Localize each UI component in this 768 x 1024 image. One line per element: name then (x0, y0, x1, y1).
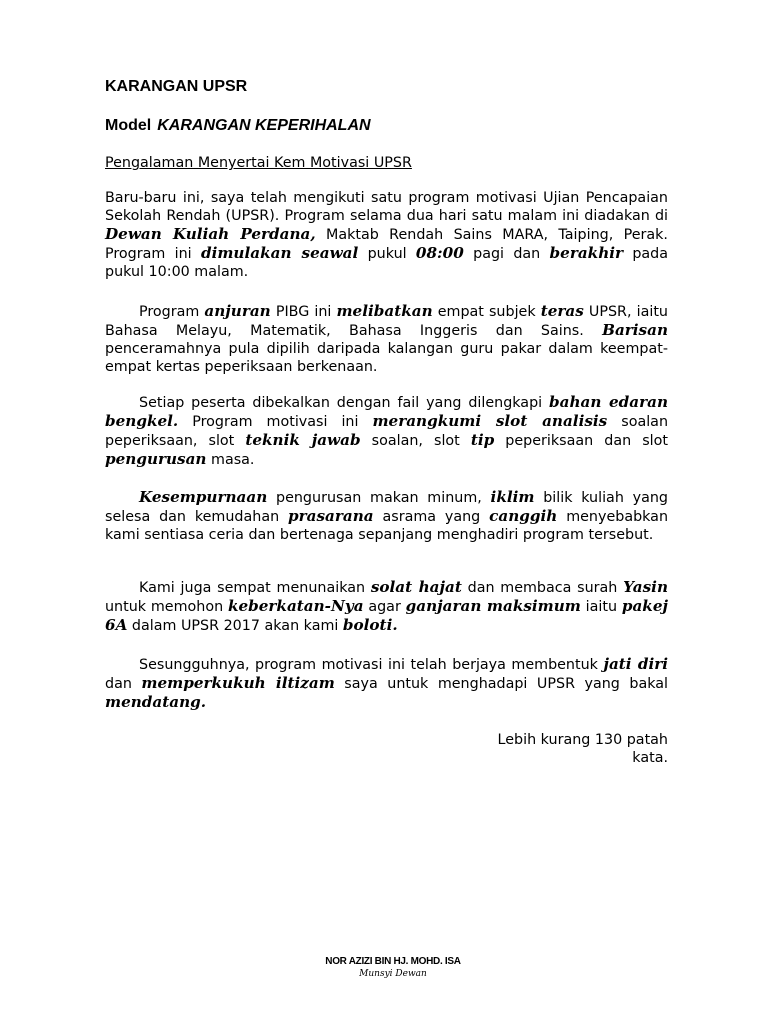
emphasized-phrase: memperkukuh iltizam (141, 674, 335, 692)
body-text: Maktab Rendah Sains MARA, Taiping, Perak. Program ini (105, 227, 668, 262)
emphasized-phrase: mendatang. (105, 693, 207, 711)
document-title: KARANGAN UPSR (105, 78, 248, 95)
body-text: Kami juga sempat menunaikan (139, 580, 371, 596)
body-text: asrama yang (373, 509, 490, 525)
body-text: soalan, slot (360, 433, 471, 449)
body-text: penceramahnya pula dipilih daripada kalangan guru pakar dalam keempat-empat kertas peperiksaan berkenaan. (105, 341, 668, 375)
body-text: Program (139, 304, 205, 320)
emphasized-phrase: merangkumi slot analisis (372, 412, 608, 430)
emphasized-phrase: Kesempurnaan (139, 488, 268, 506)
emphasized-phrase: canggih (489, 507, 558, 525)
emphasized-phrase: solat hajat (370, 578, 462, 596)
word-count-line-1: Lebih kurang 130 patah (497, 732, 668, 748)
model-type: KARANGAN KEPERIHALAN (157, 117, 371, 134)
emphasized-phrase: berakhir (549, 244, 624, 262)
body-text: untuk memohon (105, 599, 228, 615)
body-text: masa. (206, 452, 255, 468)
body-text: dan membaca surah (461, 580, 624, 596)
body-text: pagi dan (463, 246, 550, 262)
emphasized-phrase: teras (540, 302, 584, 320)
model-heading (105, 117, 371, 135)
model-label: Model (105, 117, 152, 134)
body-text: empat subjek (432, 304, 541, 320)
body-text: pada pukul 10:00 malam. (105, 246, 669, 280)
body-text: peperiksaan dan slot (494, 433, 669, 449)
word-count-note (405, 731, 668, 767)
emphasized-phrase: tip (470, 431, 495, 449)
emphasized-phrase: bahan edaran bengkel. (105, 393, 669, 430)
essay-subtitle: Pengalaman Menyertai Kem Motivasi UPSR (105, 155, 412, 171)
body-text: dan (105, 676, 142, 692)
body-text: Sesungguhnya, program motivasi ini telah berjaya membentuk (139, 657, 604, 673)
emphasized-phrase: ganjaran maksimum (405, 597, 581, 615)
body-text: menyebabkan kami sentiasa ceria dan bertenaga sepanjang menghadiri program tersebut. (105, 509, 669, 543)
emphasized-phrase: boloti. (342, 616, 398, 634)
body-text: UPSR, iaitu Bahasa Melayu, Matematik, Bahasa Inggeris dan Sains. (105, 304, 668, 339)
emphasized-phrase: Yasin (623, 578, 668, 596)
emphasized-phrase: pakej 6A (105, 597, 668, 634)
paragraph-5 (105, 578, 668, 635)
body-text: dalam UPSR 2017 akan kami (127, 618, 343, 634)
emphasized-phrase: dimulakan seawal (200, 244, 359, 262)
paragraph-1 (105, 189, 668, 281)
emphasized-phrase: jati diri (603, 655, 668, 673)
body-text: Baru-baru ini, saya telah mengikuti satu program motivasi Ujian Pencapaian Sekolah Rendah (UPSR). Program selama dua hari satu malam ini diadakan di (105, 190, 668, 224)
emphasized-phrase: 08:00 (415, 244, 464, 262)
emphasized-phrase: keberkatan-Nya (227, 597, 364, 615)
footer-role: Munsyi Dewan (359, 969, 427, 979)
emphasized-phrase: anjuran (204, 302, 271, 320)
body-text: Program motivasi ini (178, 414, 373, 430)
emphasized-phrase: Dewan Kuliah Perdana, (105, 225, 316, 243)
body-text: saya untuk menghadapi UPSR yang bakal (334, 676, 668, 692)
paragraph-2 (105, 302, 668, 376)
paragraph-6 (105, 655, 668, 712)
paragraph-4 (105, 488, 668, 544)
word-count-line-2: kata. (632, 750, 668, 766)
emphasized-phrase: melibatkan (336, 302, 433, 320)
body-text: bilik kuliah yang selesa dan kemudahan (105, 490, 668, 525)
body-text: PIBG ini (270, 304, 337, 320)
emphasized-phrase: Barisan (602, 321, 668, 339)
body-text: agar (363, 599, 406, 615)
footer-author: NOR AZIZI BIN HJ. MOHD. ISA (325, 956, 461, 967)
emphasized-phrase: iklim (490, 488, 535, 506)
emphasized-phrase: pengurusan (105, 450, 207, 468)
body-text: pengurusan makan minum, (267, 490, 491, 506)
body-text: pukul (358, 246, 416, 262)
body-text: iaitu (580, 599, 622, 615)
paragraph-3 (105, 393, 668, 469)
emphasized-phrase: prasarana (288, 507, 374, 525)
body-text: soalan peperiksaan, slot (105, 414, 668, 449)
emphasized-phrase: teknik jawab (245, 431, 361, 449)
body-text: Setiap peserta dibekalkan dengan fail yang dilengkapi (139, 395, 549, 411)
